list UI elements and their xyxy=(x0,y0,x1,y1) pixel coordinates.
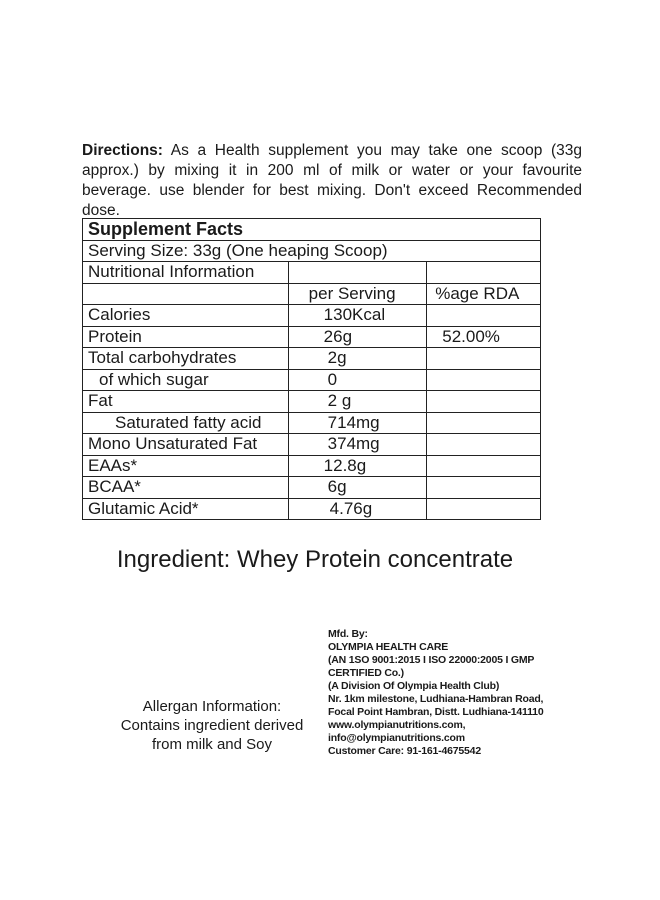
table-row xyxy=(83,305,541,327)
nutrient-name: of which sugar xyxy=(83,369,289,391)
mfd-line: (AN 1SO 9001:2015 I ISO 22000:2005 I GMP xyxy=(328,654,535,666)
allergen-line: Contains ingredient derived xyxy=(120,717,304,734)
nutrient-rda xyxy=(427,455,541,477)
mfd-line: Mfd. By: xyxy=(328,628,368,640)
mfd-line: OLYMPIA HEALTH CARE xyxy=(328,641,449,653)
nutrient-value: 26g xyxy=(288,326,427,348)
table-row xyxy=(83,498,541,520)
nutrient-name: Protein xyxy=(83,326,289,348)
table-row xyxy=(83,391,541,413)
nutrient-value: 130Kcal xyxy=(288,305,427,327)
mfd-line: Customer Care: 91-161-4675542 xyxy=(328,745,481,757)
manufacturer-info xyxy=(328,628,628,758)
nutrient-name: BCAA* xyxy=(83,477,289,499)
facts-title: Supplement Facts xyxy=(83,219,541,241)
allergen-information xyxy=(112,697,312,754)
nutrient-rda xyxy=(427,369,541,391)
nutrient-value: 4.76g xyxy=(288,498,427,520)
nutrient-rda xyxy=(427,391,541,413)
mfd-line: (A Division Of Olympia Health Club) xyxy=(328,680,500,692)
nutrient-value: 2g xyxy=(288,348,427,370)
nutrient-rda xyxy=(427,412,541,434)
nutrient-name: Glutamic Acid* xyxy=(83,498,289,520)
allergen-line: from milk and Soy xyxy=(151,736,273,753)
mfd-line: www.olympianutritions.com, xyxy=(328,719,466,731)
nutrient-rda xyxy=(427,477,541,499)
nutritional-info-header: Nutritional Information xyxy=(83,262,289,284)
nutrient-value: 714mg xyxy=(288,412,427,434)
nutrient-value: 374mg xyxy=(288,434,427,456)
nutrient-rda xyxy=(427,498,541,520)
directions-body: As a Health supplement you may take one scoop (33g approx.) by mixing it in 200 ml of milk or water or your favourite beverage. use blender for best mixing. Don't exceed Recommended dose. xyxy=(82,142,582,219)
nutrient-rda xyxy=(427,348,541,370)
mfd-line: Nr. 1km milestone, Ludhiana-Hambran Road, xyxy=(328,693,544,705)
nutrient-name: Saturated fatty acid xyxy=(83,412,289,434)
nutrient-name: EAAs* xyxy=(83,455,289,477)
table-row xyxy=(83,326,541,348)
mfd-line: CERTIFIED Co.) xyxy=(328,667,404,679)
nutrient-value: 0 xyxy=(288,369,427,391)
nutrient-name: Calories xyxy=(83,305,289,327)
mfd-line: Focal Point Hambran, Distt. Ludhiana-141110 xyxy=(328,706,544,718)
table-row xyxy=(83,477,541,499)
nutrient-value: 2 g xyxy=(288,391,427,413)
supplement-facts-table xyxy=(82,218,541,520)
nutrient-name: Total carbohydrates xyxy=(83,348,289,370)
serving-size: Serving Size: 33g (One heaping Scoop) xyxy=(83,240,541,262)
table-row xyxy=(83,455,541,477)
table-row xyxy=(83,434,541,456)
directions-text xyxy=(82,141,582,221)
table-row xyxy=(83,348,541,370)
col-per-serving: per Serving xyxy=(288,283,427,305)
nutrient-name: Mono Unsaturated Fat xyxy=(83,434,289,456)
nutrient-value: 12.8g xyxy=(288,455,427,477)
nutrient-rda xyxy=(427,305,541,327)
mfd-line: info@olympianutritions.com xyxy=(328,732,465,744)
nutrient-name: Fat xyxy=(83,391,289,413)
nutrient-rda: 52.00% xyxy=(427,326,541,348)
ingredient-statement: Ingredient: Whey Protein concentrate xyxy=(116,546,514,573)
allergen-line: Allergan Information: xyxy=(142,698,282,715)
table-row xyxy=(83,369,541,391)
nutrient-rda xyxy=(427,434,541,456)
nutrient-value: 6g xyxy=(288,477,427,499)
directions-label: Directions: xyxy=(82,142,163,159)
table-row xyxy=(83,412,541,434)
col-rda: %age RDA xyxy=(427,283,541,305)
